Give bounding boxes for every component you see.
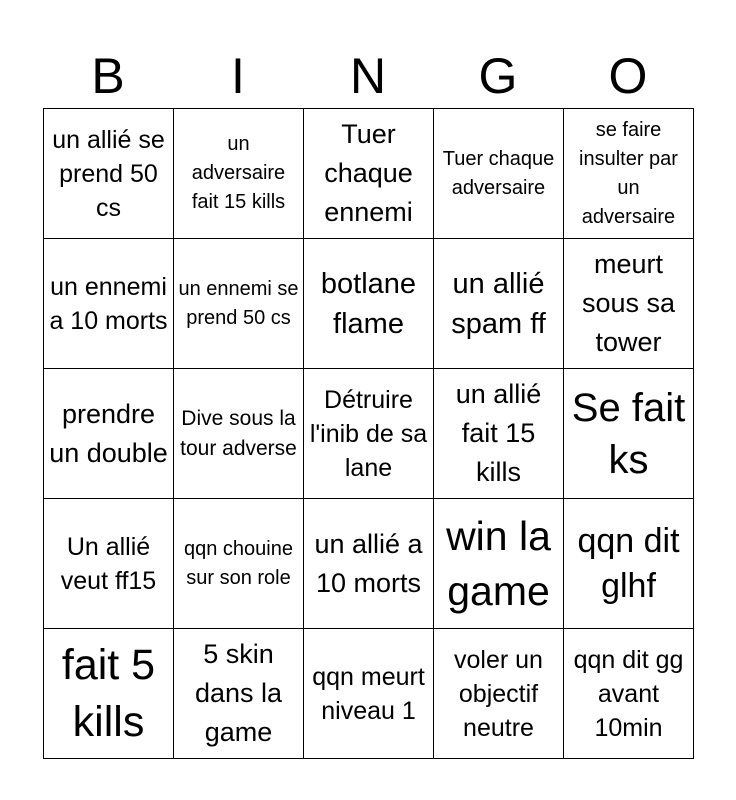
cell-text: Tuer chaque ennemi bbox=[324, 119, 413, 227]
bingo-cell[interactable] bbox=[44, 629, 174, 759]
header-letter-g: G bbox=[478, 48, 518, 104]
cell-text: se faire insulter par un adversaire bbox=[579, 118, 678, 228]
bingo-cell[interactable] bbox=[44, 239, 174, 369]
bingo-cell[interactable] bbox=[174, 239, 304, 369]
cell-text: un allié fait 15 kills bbox=[455, 379, 542, 487]
bingo-cell[interactable] bbox=[434, 629, 564, 759]
cell-text: meurt sous sa tower bbox=[581, 249, 676, 357]
bingo-cell[interactable] bbox=[304, 499, 434, 629]
cell-text: qqn meurt niveau 1 bbox=[312, 662, 425, 725]
cell-text: un allié se prend 50 cs bbox=[52, 125, 165, 222]
cell-text: botlane flame bbox=[320, 267, 417, 340]
bingo-cell[interactable] bbox=[434, 239, 564, 369]
bingo-row bbox=[44, 239, 694, 369]
bingo-cell[interactable] bbox=[564, 629, 694, 759]
bingo-cell[interactable] bbox=[44, 109, 174, 239]
bingo-grid bbox=[43, 108, 694, 759]
bingo-cell[interactable] bbox=[564, 369, 694, 499]
bingo-cell[interactable] bbox=[174, 109, 304, 239]
cell-text: Détruire l'inib de sa lane bbox=[309, 385, 428, 482]
cell-text: 5 skin dans la game bbox=[194, 639, 283, 747]
bingo-cell[interactable] bbox=[434, 369, 564, 499]
cell-text: un ennemi a 10 morts bbox=[49, 272, 168, 335]
bingo-cell[interactable] bbox=[304, 629, 434, 759]
cell-text: qqn dit glhf bbox=[577, 521, 680, 605]
header-letter-o: O bbox=[608, 48, 648, 104]
bingo-row bbox=[44, 629, 694, 759]
bingo-cell[interactable] bbox=[434, 499, 564, 629]
bingo-cell[interactable] bbox=[174, 369, 304, 499]
bingo-cell[interactable] bbox=[564, 109, 694, 239]
cell-text: un adversaire fait 15 kills bbox=[191, 133, 286, 213]
cell-text: qqn chouine sur son role bbox=[184, 537, 293, 589]
bingo-row bbox=[44, 369, 694, 499]
cell-text: win la game bbox=[446, 512, 551, 614]
bingo-header bbox=[43, 44, 693, 108]
header-letter-i: I bbox=[231, 48, 245, 104]
bingo-cell[interactable] bbox=[44, 499, 174, 629]
cell-text: prendre un double bbox=[49, 398, 168, 468]
bingo-cell[interactable] bbox=[304, 109, 434, 239]
bingo-cell[interactable] bbox=[174, 629, 304, 759]
bingo-cell[interactable] bbox=[564, 239, 694, 369]
bingo-cell[interactable] bbox=[564, 499, 694, 629]
bingo-cell[interactable] bbox=[434, 109, 564, 239]
bingo-cell[interactable] bbox=[174, 499, 304, 629]
cell-text: fait 5 kills bbox=[61, 640, 156, 746]
header-letter-n: N bbox=[349, 48, 387, 104]
cell-text: un allié spam ff bbox=[451, 267, 546, 340]
cell-text: Tuer chaque adversaire bbox=[442, 147, 555, 199]
cell-text: un allié a 10 morts bbox=[314, 528, 423, 598]
bingo-cell[interactable] bbox=[304, 239, 434, 369]
cell-text: voler un objectif neutre bbox=[454, 645, 543, 742]
bingo-cell[interactable] bbox=[304, 369, 434, 499]
header-letter-b: B bbox=[91, 48, 125, 104]
bingo-cell[interactable] bbox=[44, 369, 174, 499]
bingo-row bbox=[44, 109, 694, 239]
cell-text: Se fait ks bbox=[571, 385, 686, 482]
bingo-row bbox=[44, 499, 694, 629]
cell-text: qqn dit gg avant 10min bbox=[573, 645, 684, 742]
cell-text: Un allié veut ff15 bbox=[60, 532, 157, 595]
cell-text: Dive sous la tour adverse bbox=[180, 406, 297, 460]
cell-text: un ennemi se prend 50 cs bbox=[178, 277, 299, 329]
